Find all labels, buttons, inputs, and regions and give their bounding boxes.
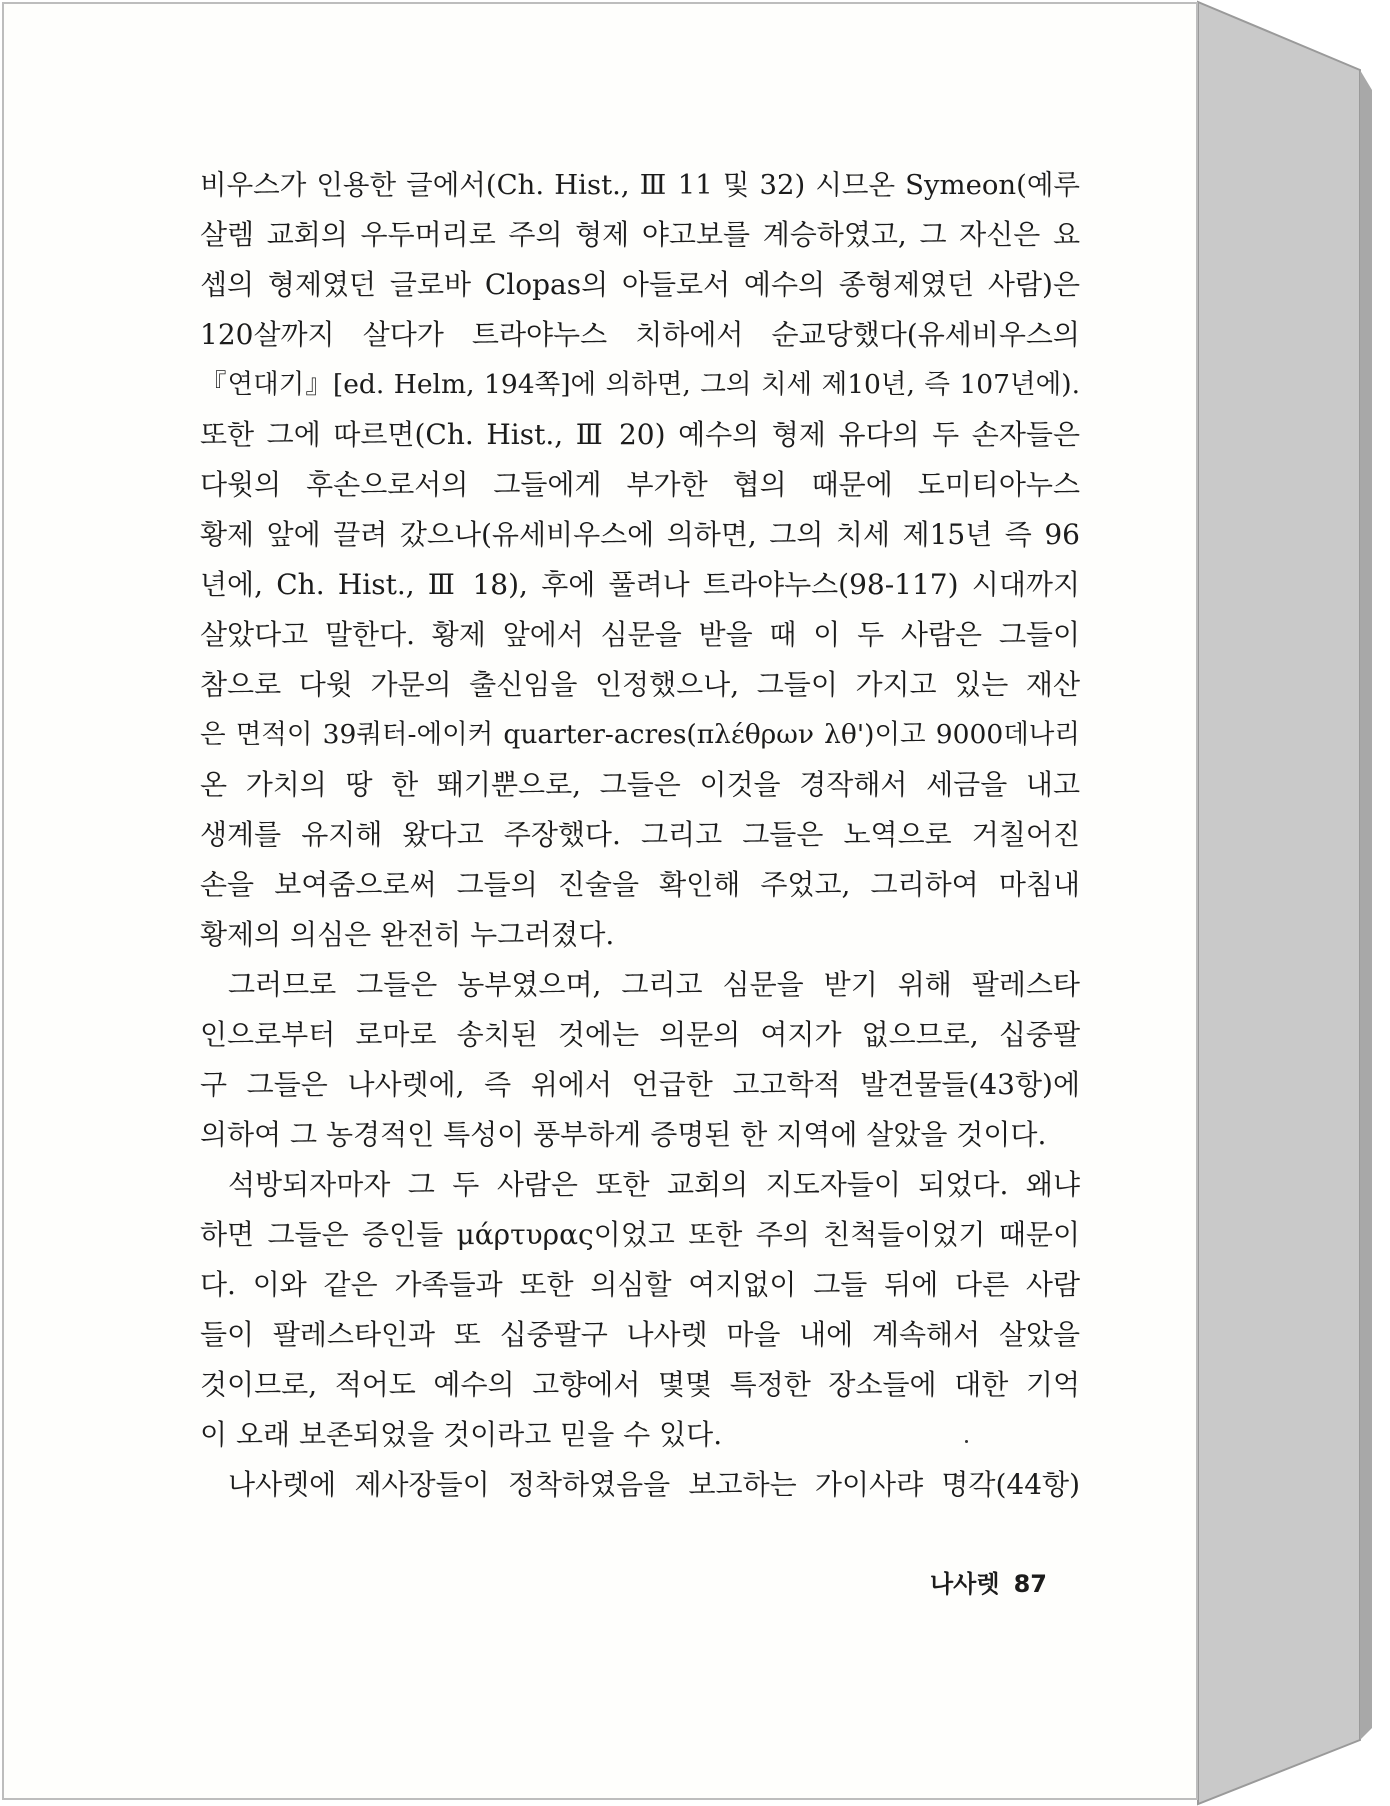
running-head: 나사렛 — [930, 1570, 1000, 1598]
text-line: 다윗의 후손으로서의 그들에게 부가한 협의 때문에 도미티아누스 — [200, 468, 1080, 501]
text-line: 『연대기』[ed. Helm, 194쪽]에 의하면, 그의 치세 제10년, 즉 107년에). — [200, 369, 1080, 400]
text-line: 살았다고 말한다. 황제 앞에서 심문을 받을 때 이 두 사람은 그들이 — [200, 618, 1080, 651]
text-line: 온 가치의 땅 한 뙈기뿐으로, 그들은 이것을 경작해서 세금을 내고 — [200, 768, 1080, 801]
text-line: 그러므로 그들은 농부였으며, 그리고 심문을 받기 위해 팔레스타 — [228, 968, 1080, 1001]
text-line: 생계를 유지해 왔다고 주장했다. 그리고 그들은 노역으로 거칠어진 — [200, 818, 1080, 851]
text-line: 하면 그들은 증인들 μάρτυρας이었고 또한 주의 친척들이었기 때문이 — [200, 1218, 1080, 1251]
text-line: 구 그들은 나사렛에, 즉 위에서 언급한 고고학적 발견물들(43항)에 — [200, 1068, 1080, 1101]
page-footer — [930, 1564, 1047, 1599]
text-line: 황제의 의심은 완전히 누그러졌다. — [200, 918, 615, 951]
text-line: 손을 보여줌으로써 그들의 진술을 확인해 주었고, 그리하여 마침내 — [200, 868, 1080, 901]
text-line: 비우스가 인용한 글에서(Ch. Hist., Ⅲ 11 및 32) 시므온 Symeon(예루 — [200, 169, 1080, 201]
text-line: 또한 그에 따르면(Ch. Hist., Ⅲ 20) 예수의 형제 유다의 두 손자들은 — [200, 418, 1080, 451]
text-line: 살렘 교회의 우두머리로 주의 형제 야고보를 계승하였고, 그 자신은 요 — [200, 218, 1080, 251]
ink-speck — [965, 1440, 968, 1443]
page-stack-side — [1198, 2, 1360, 1804]
text-line: 황제 앞에 끌려 갔으나(유세비우스에 의하면, 그의 치세 제15년 즉 96 — [200, 518, 1080, 551]
text-line: 참으로 다윗 가문의 출신임을 인정했으나, 그들이 가지고 있는 재산 — [200, 668, 1080, 701]
text-line: 나사렛에 제사장들이 정착하였음을 보고하는 가이사랴 명각(44항) — [228, 1468, 1080, 1501]
text-line: 120살까지 살다가 트라야누스 치하에서 순교당했다(유세비우스의 — [200, 318, 1080, 351]
text-line: 셉의 형제였던 글로바 Clopas의 아들로서 예수의 종형제였던 사람)은 — [200, 268, 1080, 301]
text-line: 다. 이와 같은 가족들과 또한 의심할 여지없이 그들 뒤에 다른 사람 — [200, 1268, 1080, 1301]
text-line: 들이 팔레스타인과 또 십중팔구 나사렛 마을 내에 계속해서 살았을 — [200, 1318, 1080, 1351]
text-line: 은 면적이 39쿼터-에이커 quarter-acres(πλέθρων λθ')이고 9000데나리 — [200, 719, 1080, 750]
text-line: 의하여 그 농경적인 특성이 풍부하게 증명된 한 지역에 살았을 것이다. — [200, 1118, 1047, 1151]
body-text — [200, 160, 1080, 1510]
text-line: 이 오래 보존되었을 것이라고 믿을 수 있다. — [200, 1418, 723, 1451]
text-line: 년에, Ch. Hist., Ⅲ 18), 후에 풀려나 트라야누스(98-117) 시대까지 — [200, 568, 1080, 601]
page-number: 87 — [1013, 1570, 1047, 1598]
page-stack-shadow — [1360, 70, 1372, 1740]
text-line: 석방되자마자 그 두 사람은 또한 교회의 지도자들이 되었다. 왜냐 — [228, 1168, 1080, 1201]
text-line: 인으로부터 로마로 송치된 것에는 의문의 여지가 없으므로, 십중팔 — [200, 1018, 1080, 1051]
text-line: 것이므로, 적어도 예수의 고향에서 몇몇 특정한 장소들에 대한 기억 — [200, 1368, 1080, 1401]
